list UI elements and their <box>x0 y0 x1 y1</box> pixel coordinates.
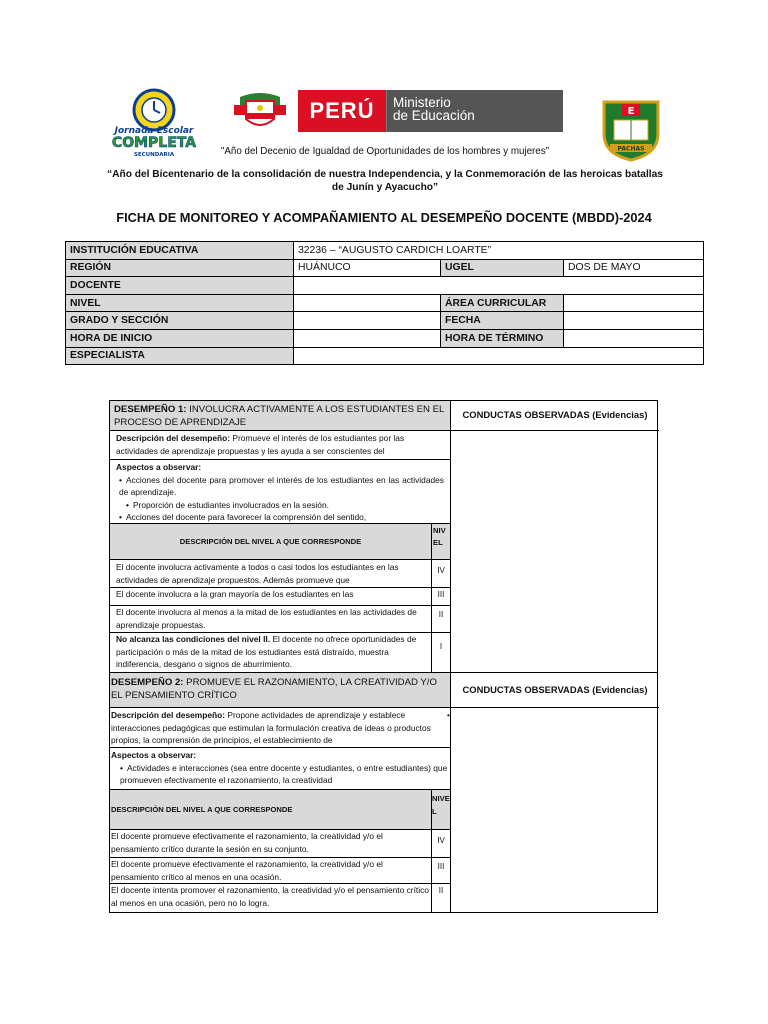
desempeno-1-aspectos: Aspectos a observar: • Acciones del docente para promover el interés de los estudiantes en las actividades de aprendizaje. • Proporción de estudiantes involucrados en la sesión. • Acciones del docente para favorecer la comprensión del sentido, <box>110 460 451 524</box>
list-item: • Actividades e interacciones (sea entre docente y estudiantes, o entre estudiantes) que promueven efectivamente el razonamiento, la creatividad <box>111 762 449 787</box>
info-table <box>65 241 704 365</box>
nivel-ii-cell[interactable]: II <box>432 884 451 912</box>
school-shield-logo <box>600 98 662 162</box>
table-row <box>66 242 704 260</box>
ugel-label: UGEL <box>441 259 564 277</box>
desempeno-1-conductas-header: CONDUCTAS OBSERVADAS (Evidencias) <box>451 401 659 431</box>
desempeno-1-nivel-desc-header: DESCRIPCIÓN DEL NIVEL A QUE CORRESPONDE <box>110 524 432 560</box>
list-item: • Acciones del docente para promover el interés de los estudiantes en las actividades de aprendizaje. <box>116 474 444 499</box>
docente-field[interactable] <box>294 277 704 295</box>
list-item: • Proporción de estudiantes involucrados en la sesión. <box>116 499 444 512</box>
table-row <box>66 329 704 347</box>
fecha-label: FECHA <box>441 312 564 330</box>
list-item: • Acciones del docente para favorecer la comprensión del sentido, <box>116 511 444 524</box>
area-curricular-field[interactable] <box>564 294 704 312</box>
table-row: El docente involucra al menos a la mitad de los estudiantes en las actividades de aprendizaje propuestas. <box>110 606 432 633</box>
desempeno-1-nivel-header: NIVEL <box>432 524 451 560</box>
especialista-label: ESPECIALISTA <box>66 347 294 365</box>
desempeno-2-conductas-header: CONDUCTAS OBSERVADAS (Evidencias) <box>451 673 659 708</box>
nivel-iv-cell[interactable]: IV <box>432 560 451 588</box>
table-row <box>66 312 704 330</box>
area-curricular-label: ÁREA CURRICULAR <box>441 294 564 312</box>
table-row: El docente involucra activamente a todos o casi todos los estudiantes en las actividades de aprendizaje propuestos. Además promueve que <box>110 560 432 588</box>
jornada-escolar-logo <box>108 84 200 158</box>
shield-banner: PACHAS <box>617 145 645 153</box>
nivel-iii-cell[interactable]: III <box>432 588 451 606</box>
desempeno-2-section <box>109 672 658 913</box>
desempeno-2-nivel-header: NIVEL <box>432 790 451 830</box>
hora-inicio-field[interactable] <box>294 329 441 347</box>
table-row <box>66 347 704 365</box>
fecha-field[interactable] <box>564 312 704 330</box>
desempeno-2-nivel-desc-header: DESCRIPCIÓN DEL NIVEL A QUE CORRESPONDE <box>110 790 432 830</box>
desempeno-2-descripcion: Descripción del desempeño: Propone actividades de aprendizaje y establece interacciones pedagógicas que estimulan la formulación creativa de ideas o productos propios, la comprensión de principios, el establecimiento de <box>110 708 451 748</box>
table-row: El docente promueve efectivamente el razonamiento, la creatividad y/o el pensamiento crítico al menos en una ocasión. <box>110 858 432 884</box>
table-row: El docente involucra a la gran mayoría de los estudiantes en las <box>110 588 432 606</box>
nivel-i-cell[interactable]: I <box>432 633 451 674</box>
especialista-field[interactable] <box>294 347 704 365</box>
motto-decenio: "Año del Decenio de Igualdad de Oportunidades de los hombres y mujeres" <box>220 146 550 157</box>
ministry-brand-label: Ministerio de Educación <box>386 90 563 132</box>
nivel-label: NIVEL <box>66 294 294 312</box>
desempeno-2-aspectos: Aspectos a observar: • Actividades e interacciones (sea entre docente y estudiantes, o entre estudiantes) que promueven efectivamente el razonamiento, la creatividad <box>110 748 451 790</box>
institucion-label: INSTITUCIÓN EDUCATIVA <box>66 242 294 260</box>
table-row: El docente promueve efectivamente el razonamiento, la creatividad y/o el pensamiento crítico durante la sesión en su conjunto. <box>110 830 432 858</box>
nivel-iv-cell[interactable]: IV <box>432 830 451 858</box>
desempeno-2-title: DESEMPEÑO 2: PROMUEVE EL RAZONAMIENTO, LA CREATIVIDAD Y/O EL PENSAMIENTO CRÍTICO <box>110 673 451 708</box>
desempeno-2-evidencias-field[interactable] <box>447 708 659 912</box>
peru-brand-label: PERÚ <box>298 90 386 132</box>
logo-line-2: COMPLETA <box>111 135 197 151</box>
hora-termino-field[interactable] <box>564 329 704 347</box>
bullet-mark-icon: • <box>447 711 450 720</box>
table-row: No alcanza las condiciones del nivel II. El docente no ofrece oportunidades de participación o más de la mitad de los estudiantes está distraído, muestra indiferencia, desgano o signos de aburrimiento. <box>110 633 432 674</box>
ugel-value[interactable]: DOS DE MAYO <box>564 259 704 277</box>
region-value[interactable]: HUÁNUCO <box>294 259 441 277</box>
docente-label: DOCENTE <box>66 277 294 295</box>
desempeno-1-evidencias-field[interactable] <box>451 431 659 674</box>
motto-bicentenario: “Año del Bicentenario de la consolidación de nuestra Independencia, y la Conmemoración de las heroicas batallas de Junín y Ayacucho” <box>107 169 663 193</box>
nivel-field[interactable] <box>294 294 441 312</box>
peru-coat-of-arms-icon <box>226 91 294 133</box>
desempeno-1-section <box>109 400 658 673</box>
table-row <box>66 277 704 295</box>
document-title: FICHA DE MONITOREO Y ACOMPAÑAMIENTO AL DESEMPEÑO DOCENTE (MBDD)-2024 <box>116 210 652 225</box>
desempeno-1-title: DESEMPEÑO 1: INVOLUCRA ACTIVAMENTE A LOS ESTUDIANTES EN EL PROCESO DE APRENDIZAJE <box>110 401 451 431</box>
region-label: REGIÓN <box>66 259 294 277</box>
institucion-value[interactable]: 32236 – “AUGUSTO CARDICH LOARTE” <box>294 242 704 260</box>
nivel-iii-cell[interactable]: III <box>432 858 451 884</box>
shield-letter: E <box>627 106 635 117</box>
grado-seccion-field[interactable] <box>294 312 441 330</box>
logo-line-3: SECUNDARIA <box>133 152 175 158</box>
hora-inicio-label: HORA DE INICIO <box>66 329 294 347</box>
table-row <box>66 259 704 277</box>
nivel-ii-cell[interactable]: II <box>432 606 451 633</box>
hora-termino-label: HORA DE TÉRMINO <box>441 329 564 347</box>
grado-seccion-label: GRADO Y SECCIÓN <box>66 312 294 330</box>
table-row: El docente intenta promover el razonamiento, la creatividad y/o el pensamiento crítico al menos en una ocasión, pero no lo logra. <box>110 884 432 912</box>
desempeno-1-descripcion: Descripción del desempeño: Promueve el interés de los estudiantes por las actividades de aprendizaje propuestas y les ayuda a ser conscientes del <box>110 431 451 460</box>
logo-line-1: Jornada Escolar <box>114 126 194 136</box>
table-row <box>66 294 704 312</box>
